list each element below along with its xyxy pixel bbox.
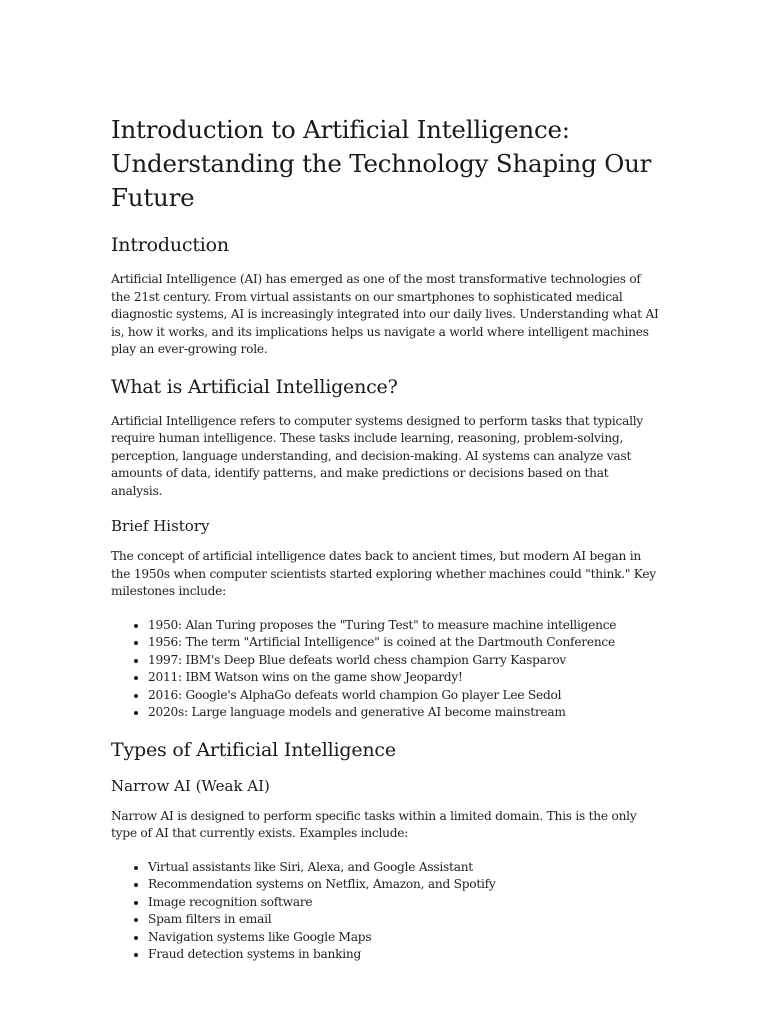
types-of-ai-heading: Types of Artificial Intelligence [111, 738, 396, 761]
narrow-ai-examples-list [111, 859, 663, 964]
list-item: • 2011: IBM Watson wins on the game show Jeopardy! [148, 669, 663, 687]
what-is-ai-paragraph: Artificial Intelligence refers to computer systems designed to perform tasks that typically require human intelligence. These tasks include learning, reasoning, problem-solving, perception, language understanding, and decision-making. AI systems can analyze vast amounts of data, identify patterns, and make predictions or decisions based on that analysis. [111, 413, 644, 498]
document-page [111, 113, 663, 980]
introduction-paragraph: Artificial Intelligence (AI) has emerged as one of the most transformative technologies of the 21st century. From virtual assistants on our smartphones to sophisticated medical diagnostic systems, AI is increasingly integrated into our daily lives. Understanding what AI is, how it works, and its implications helps us navigate a world where intelligent machines play an ever-growing role. [111, 272, 659, 356]
brief-history-paragraph: The concept of artificial intelligence dates back to ancient times, but modern AI began in the 1950s when computer scientists started exploring whether machines could "think." Key milestones include: [111, 549, 656, 598]
list-item: • Recommendation systems on Netflix, Amazon, and Spotify [148, 876, 663, 894]
list-item: • Fraud detection systems in banking [148, 946, 663, 964]
introduction-heading: Introduction [111, 234, 229, 256]
list-item: • 1950: Alan Turing proposes the "Turing Test" to measure machine intelligence [148, 617, 663, 635]
narrow-ai-paragraph: Narrow AI is designed to perform specific tasks within a limited domain. This is the only type of AI that currently exists. Examples include: [111, 808, 637, 840]
narrow-ai-heading: Narrow AI (Weak AI) [111, 776, 270, 795]
list-item: • 1956: The term "Artificial Intelligence" is coined at the Dartmouth Conference [148, 634, 663, 652]
list-item: • 2020s: Large language models and generative AI become mainstream [148, 704, 663, 722]
brief-history-heading: Brief History [111, 517, 210, 535]
list-item: • 1997: IBM's Deep Blue defeats world chess champion Garry Kasparov [148, 652, 663, 670]
list-item: • Virtual assistants like Siri, Alexa, and Google Assistant [148, 859, 663, 877]
document-title: Introduction to Artificial Intelligence: Understanding the Technology Shaping Our Future [111, 115, 652, 212]
list-item: • Image recognition software [148, 894, 663, 912]
milestones-list [111, 617, 663, 722]
list-item: • Spam filters in email [148, 911, 663, 929]
what-is-ai-heading: What is Artificial Intelligence? [111, 375, 398, 398]
list-item: • 2016: Google's AlphaGo defeats world champion Go player Lee Sedol [148, 687, 663, 705]
list-item: • Navigation systems like Google Maps [148, 929, 663, 947]
